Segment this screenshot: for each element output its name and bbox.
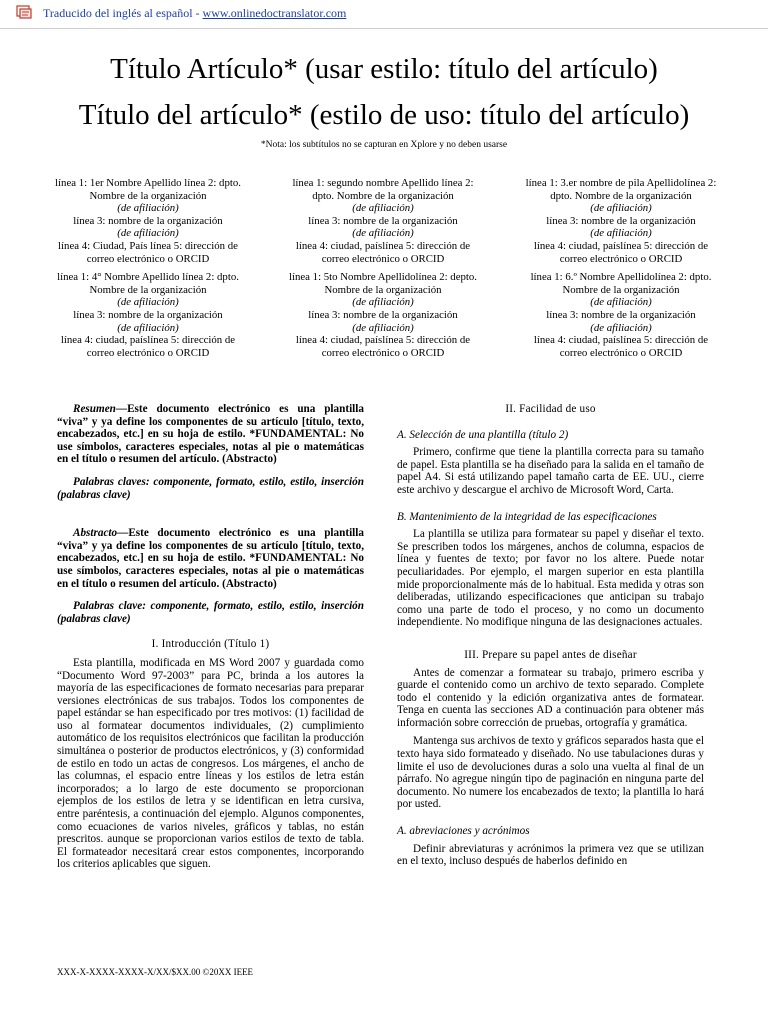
subsection-heading: B. Mantenimiento de la integridad de las especificaciones: [397, 510, 657, 523]
abstract-body: —Este documento electrónico es una plantilla “viva” y ya define los componentes de su artículo [título, texto, encabezados, etc.] en su hoja de estilo. *FUNDAMENTAL: No use símbolos, caracteres especiales, notas al pie o matemáticas en el título o resumen del artículo. (Abstracto): [57, 527, 364, 590]
body-paragraph: Mantenga sus archivos de texto y gráficos separados hasta que el texto haya sido formateado y diseñado. No use tabulaciones duras y limite el uso de devoluciones duras a solo una vuelta al final de un párrafo. No agregue ningún tipo de paginación en ninguna parte del documento. No numere los encabezados de texto; la plantilla lo hará por usted.: [397, 735, 704, 811]
author-column-2: [283, 177, 483, 365]
author-lines: línea 1: 1er Nombre Apellido línea 2: dpto. Nombre de la organización: [55, 177, 241, 202]
author-lines: línea 1: segundo nombre Apellido línea 2: dpto. Nombre de la organización: [292, 177, 474, 202]
subsection-heading: A. Selección de una plantilla (título 2): [397, 428, 569, 441]
author-lines: línea 1: 5to Nombre Apellidolínea 2: depto. Nombre de la organización: [288, 271, 477, 296]
author-block: [521, 271, 721, 359]
paper-title-translated: Título del artículo* (estilo de uso: título del artículo): [78, 99, 690, 131]
translator-logo-icon: [16, 5, 32, 19]
subsection-heading: A. abreviaciones y acrónimos: [397, 825, 530, 838]
author-lines: línea 1: 3.er nombre de pila Apellidolínea 2: dpto. Nombre de la organización: [525, 177, 717, 202]
keywords-paragraph: Palabras clave: componente, formato, estilo, estilo, inserción (palabras clave): [57, 600, 364, 625]
author-lines: línea 1: 6.º Nombre Apellidolínea 2: dpto. Nombre de la organización: [530, 271, 712, 296]
left-column: [57, 403, 364, 871]
affiliation-label: (de afiliación): [117, 227, 179, 240]
keywords-paragraph: Palabras claves: componente, formato, estilo, estilo, inserción (palabras clave): [57, 475, 364, 501]
translator-banner: [0, 0, 768, 29]
author-block: [283, 177, 483, 265]
banner-text: Traducido del inglés al español - www.onlinedoctranslator.com: [43, 6, 347, 20]
body-paragraph: Definir abreviaturas y acrónimos la primera vez que se utilizan en el texto, incluso después de haberlos definido en: [397, 842, 704, 868]
affiliation-label: (de afiliación): [590, 227, 652, 240]
body-paragraph: Esta plantilla, modificada en MS Word 2007 y guardada como “Documento Word 97-2003” para PC, brinda a los autores la mayoría de las especificaciones de formato necesarias para preparar versiones electrónicas de sus trabajos. Todos los componentes de papel estándar se han especificado por tres motivos: (1) facilidad de uso al formatear documentos individuales, (2) cumplimiento automático de los requisitos electrónicos que facilitan la producción simultánea o posterior de productos electrónicos, y (3) conformidad de estilo en todo un actas de congresos. Los márgenes, el ancho de las columnas, el espacio entre líneas y los estilos de letra están incorporados; a lo largo de este documento se proporcionan ejemplos de los estilos de letra y se identifican en letra cursiva, entre paréntesis, a continuación del ejemplo. Algunos componentes, como ecuaciones de varios niveles, gráficos y tablas, no están prescritos. aunque se proporcionan varios estilos de texto de tabla. El formateador necesitará crear estos componentes, incorporando los criterios aplicables que siguen.: [57, 656, 364, 871]
section-heading-prepare: III. Prepare su papel antes de diseñar: [464, 648, 637, 661]
author-org: línea 3: nombre de la organización: [73, 214, 223, 227]
abstract-lead: Abstracto: [73, 527, 118, 540]
affiliation-label: (de afiliación): [117, 321, 179, 334]
body-paragraph: Antes de comenzar a formatear su trabajo, primero escriba y guarde el contenido como un archivo de texto separado. Complete todo el contenido y la edición organizativa antes de formatear. Tenga en cuenta las secciones AD a continuación para obtener más información sobre corrección de pruebas, ortografía y gramática.: [397, 666, 704, 729]
body-paragraph: La plantilla se utiliza para formatear su papel y diseñar el texto. Se prescriben todos los márgenes, anchos de columna, espacios de línea y fuentes de texto; por favor no los altere. Puede notar peculiaridades. Por ejemplo, el margen superior en esta plantilla mide proporcionalmente más de lo habitual. Esta medida y otras son deliberadas, utilizando especificaciones que anticipan su trabajo como una parte de todo el proceso, y no como un documento independiente. No modifique ninguna de las designaciones actuales.: [397, 528, 704, 629]
affiliation-label: (de afiliación): [352, 202, 414, 215]
author-block: [48, 177, 248, 265]
author-contact: línea 4: ciudad, paíslínea 5: dirección de correo electrónico o ORCID: [295, 239, 471, 265]
subtitle-note: *Nota: los subtítulos no se capturan en Xplore y no deben usarse: [260, 140, 508, 150]
affiliation-label: (de afiliación): [352, 321, 414, 334]
author-contact: línea 4: ciudad, paíslínea 5: dirección de correo electrónico o ORCID: [295, 334, 471, 359]
section-heading-introduccion: I. Introducción (Título 1): [151, 638, 270, 651]
author-block: [283, 271, 483, 359]
author-lines: línea 1: 4° Nombre Apellido línea 2: dpto. Nombre de la organización: [57, 271, 239, 296]
author-contact: línea 4: ciudad, paíslínea 5: dirección de correo electrónico o ORCID: [60, 334, 236, 359]
copyright-footer: XXX-X-XXXX-XXXX-X/XX/$XX.00 ©20XX IEEE: [57, 967, 254, 977]
author-block: [48, 271, 248, 359]
author-contact: línea 4: ciudad, paíslínea 5: dirección de correo electrónico o ORCID: [533, 334, 709, 359]
author-org: línea 3: nombre de la organización: [308, 214, 458, 227]
affiliation-label: (de afiliación): [352, 296, 414, 309]
affiliation-label: (de afiliación): [590, 202, 652, 215]
abstract-paragraph: [57, 527, 364, 590]
section-heading-facilidad: II. Facilidad de uso: [505, 403, 596, 415]
author-column-3: [521, 177, 721, 365]
author-block: [521, 177, 721, 265]
affiliation-label: (de afiliación): [117, 296, 179, 309]
resumen-lead: Resumen: [73, 403, 116, 415]
affiliation-label: (de afiliación): [590, 296, 652, 309]
author-contact: línea 4: Ciudad, País línea 5: dirección de correo electrónico o ORCID: [58, 239, 238, 265]
banner-link[interactable]: www.onlinedoctranslator.com: [202, 6, 347, 20]
affiliation-label: (de afiliación): [352, 227, 414, 240]
affiliation-label: (de afiliación): [590, 321, 652, 334]
author-org: línea 3: nombre de la organización: [546, 308, 696, 321]
author-org: línea 3: nombre de la organización: [73, 308, 223, 321]
author-org: línea 3: nombre de la organización: [546, 214, 696, 227]
paper-title: Título Artículo* (usar estilo: título del artículo): [110, 53, 658, 85]
resumen-paragraph: [57, 403, 364, 466]
author-org: línea 3: nombre de la organización: [308, 308, 458, 321]
affiliation-label: (de afiliación): [117, 202, 179, 215]
author-contact: línea 4: ciudad, paíslínea 5: dirección de correo electrónico o ORCID: [533, 239, 709, 265]
right-column: [397, 403, 704, 868]
resumen-body: —Este documento electrónico es una plantilla “viva” y ya define los componentes de su artículo [título, texto, encabezados, etc.] en su hoja de estilo. *FUNDAMENTAL: No use símbolos, caracteres especiales, notas al pie o matemáticas en el título o resumen del artículo. (Abstracto): [57, 403, 364, 466]
author-column-1: [48, 177, 248, 365]
body-paragraph: Primero, confirme que tiene la plantilla correcta para su tamaño de papel. Esta plantilla se ha diseñado para la salida en el tamaño de papel A4. Si está utilizando papel tamaño carta de EE. UU., cierre este archivo y descargue el archivo de Microsoft Word, Carta.: [397, 446, 704, 496]
